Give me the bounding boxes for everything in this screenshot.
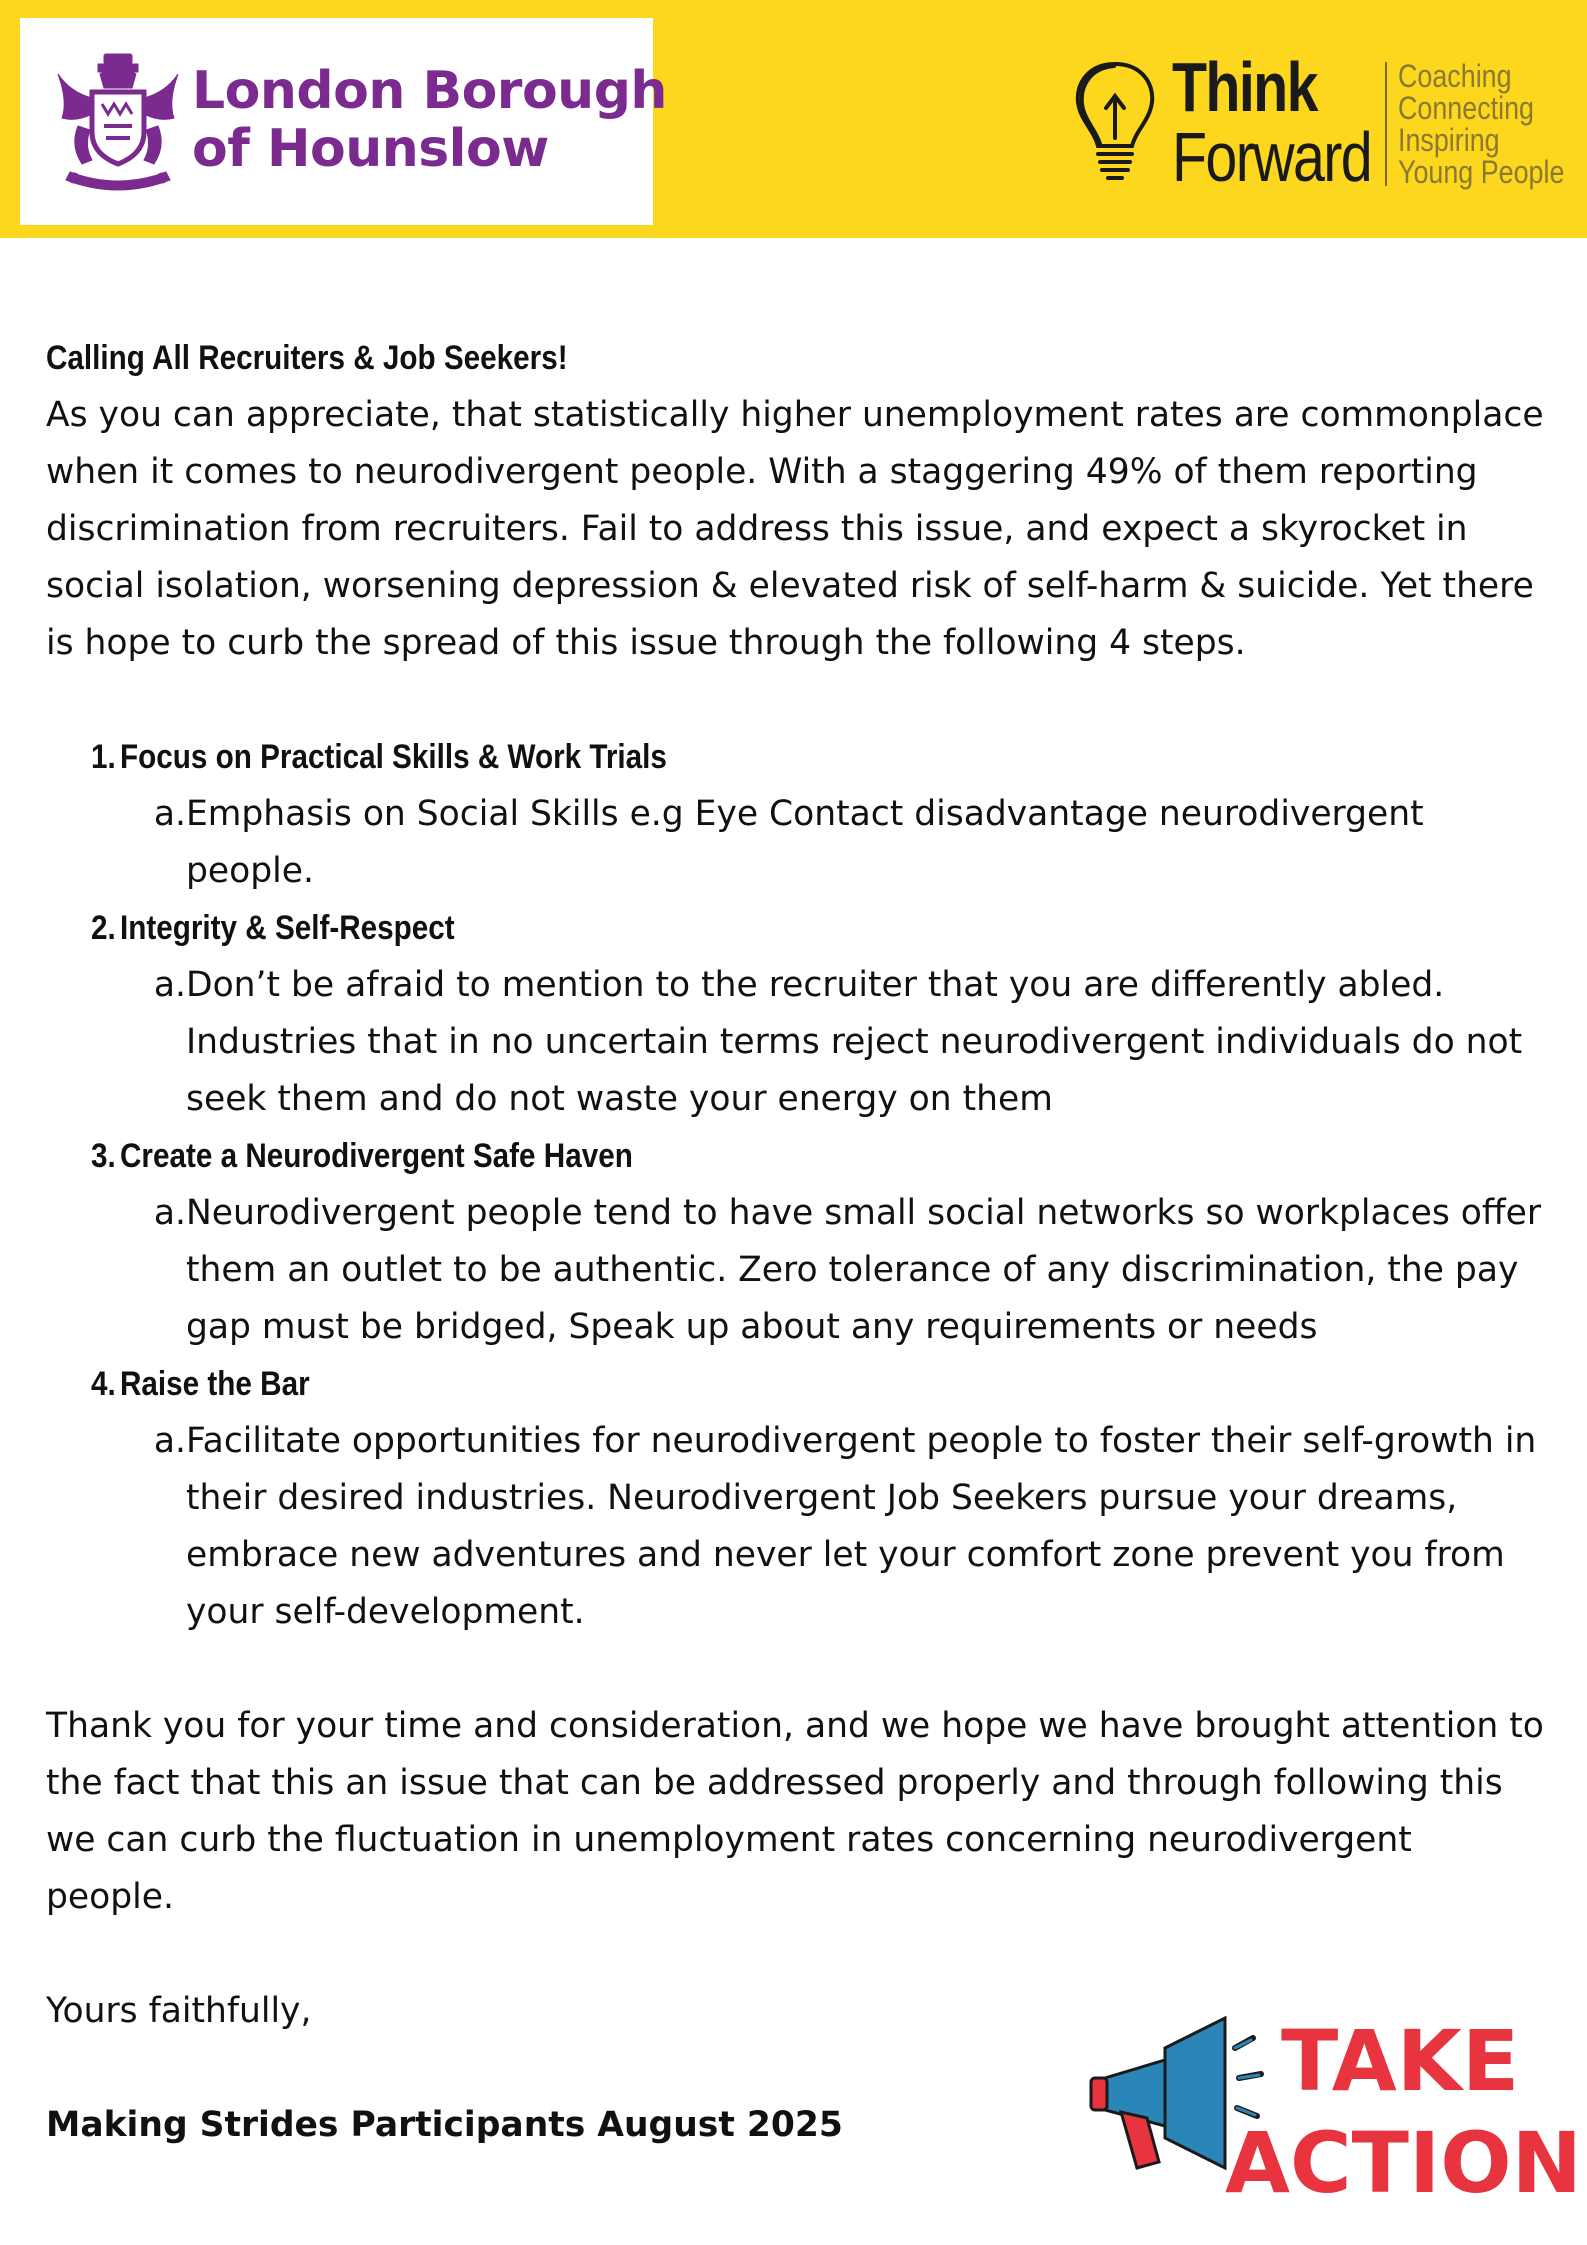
closing-line: the fact that this an issue that can be addressed properly and through following this (46, 1763, 1503, 1803)
think-forward-line1: Think (1172, 48, 1317, 126)
sub-item-text (186, 786, 1546, 900)
sub-item-letter: a. (153, 794, 186, 834)
sub-item-text (186, 957, 1546, 1128)
sub-item-line: embrace new adventures and never let your comfort zone prevent you from (186, 1535, 1505, 1575)
hounslow-logo (20, 18, 667, 225)
sub-item-line: Neurodivergent people tend to have small social networks so workplaces offer (186, 1193, 1542, 1233)
take-action-badge (1085, 2008, 1582, 2212)
sub-item-line: Emphasis on Social Skills e.g Eye Contact disadvantage neurodivergent (186, 794, 1424, 834)
intro-paragraph (46, 387, 1546, 672)
sub-item-text (186, 1413, 1546, 1641)
closing-line: people. (46, 1877, 174, 1917)
step-number: 1. (91, 738, 116, 776)
sub-item-line: your self-development. (186, 1592, 585, 1632)
intro-line: when it comes to neurodivergent people. With a staggering 49% of them reporting (46, 452, 1478, 492)
letter-heading-text: Calling All Recruiters & Job Seekers! (46, 339, 568, 377)
step-number: 4. (91, 1365, 116, 1403)
step-item (46, 1356, 1546, 1641)
intro-line: discrimination from recruiters. Fail to address this issue, and expect a skyrocket in (46, 509, 1468, 549)
sub-item-line: people. (186, 851, 314, 891)
sub-item-letter: a. (153, 965, 186, 1005)
step-number: 3. (91, 1137, 116, 1175)
think-forward-line2: Forward (1172, 118, 1372, 196)
step-title: Create a Neurodivergent Safe Haven (120, 1137, 633, 1175)
step-title: Integrity & Self-Respect (120, 909, 455, 947)
sub-item-line: their desired industries. Neurodivergent Job Seekers pursue your dreams, (186, 1478, 1458, 1518)
borough-crest-icon (48, 46, 188, 196)
sub-item-letter: a. (153, 1421, 186, 1461)
think-forward-tagline (1398, 60, 1564, 188)
think-forward-logo (1172, 48, 1372, 196)
intro-line: is hope to curb the spread of this issue through the following 4 steps. (46, 623, 1246, 663)
tagline-inspiring: Inspiring (1398, 122, 1500, 158)
borough-name-line1: London Borough (192, 61, 667, 121)
step-item (46, 729, 1546, 900)
signoff: Yours faithfully, (46, 1991, 312, 2031)
steps-list (46, 729, 1546, 1641)
tagline-connecting: Connecting (1398, 90, 1534, 126)
intro-line: As you can appreciate, that statistically higher unemployment rates are commonplace (46, 395, 1544, 435)
closing-line: Thank you for your time and consideration, and we hope we have brought attention to (46, 1706, 1544, 1746)
sub-item-line: Don’t be afraid to mention to the recruiter that you are differently abled. (186, 965, 1445, 1005)
sub-item-line: Industries that in no uncertain terms reject neurodivergent individuals do not (186, 1022, 1523, 1062)
letter-heading (46, 330, 1546, 387)
signature: Making Strides Participants August 2025 (46, 2105, 843, 2145)
step-title: Raise the Bar (120, 1365, 310, 1403)
tagline-coaching: Coaching (1398, 58, 1512, 94)
intro-line: social isolation, worsening depression & elevated risk of self-harm & suicide. Yet there (46, 566, 1534, 606)
sub-item-line: gap must be bridged, Speak up about any requirements or needs (186, 1307, 1318, 1347)
borough-name-line2: of Hounslow (192, 119, 549, 179)
step-title: Focus on Practical Skills & Work Trials (120, 738, 667, 776)
closing-paragraph (46, 1698, 1546, 1926)
letter-body (46, 330, 1546, 2154)
step-item (46, 900, 1546, 1128)
sub-item-line: seek them and do not waste your energy on them (186, 1079, 1053, 1119)
logo-divider (1385, 62, 1387, 186)
closing-line: we can curb the fluctuation in unemployment rates concerning neurodivergent (46, 1820, 1412, 1860)
borough-name (192, 62, 667, 178)
take-action-word2: ACTION (1225, 2114, 1582, 2212)
sub-item-letter: a. (153, 1193, 186, 1233)
step-number: 2. (91, 909, 116, 947)
tagline-young-people: Young People (1398, 154, 1565, 190)
take-action-word1: TAKE (1281, 2012, 1520, 2110)
sub-item-text (186, 1185, 1546, 1356)
sub-item-line: them an outlet to be authentic. Zero tolerance of any discrimination, the pay (186, 1250, 1519, 1290)
lightbulb-icon (1070, 58, 1160, 188)
step-item (46, 1128, 1546, 1356)
sub-item-line: Facilitate opportunities for neurodivergent people to foster their self-growth in (186, 1421, 1537, 1461)
